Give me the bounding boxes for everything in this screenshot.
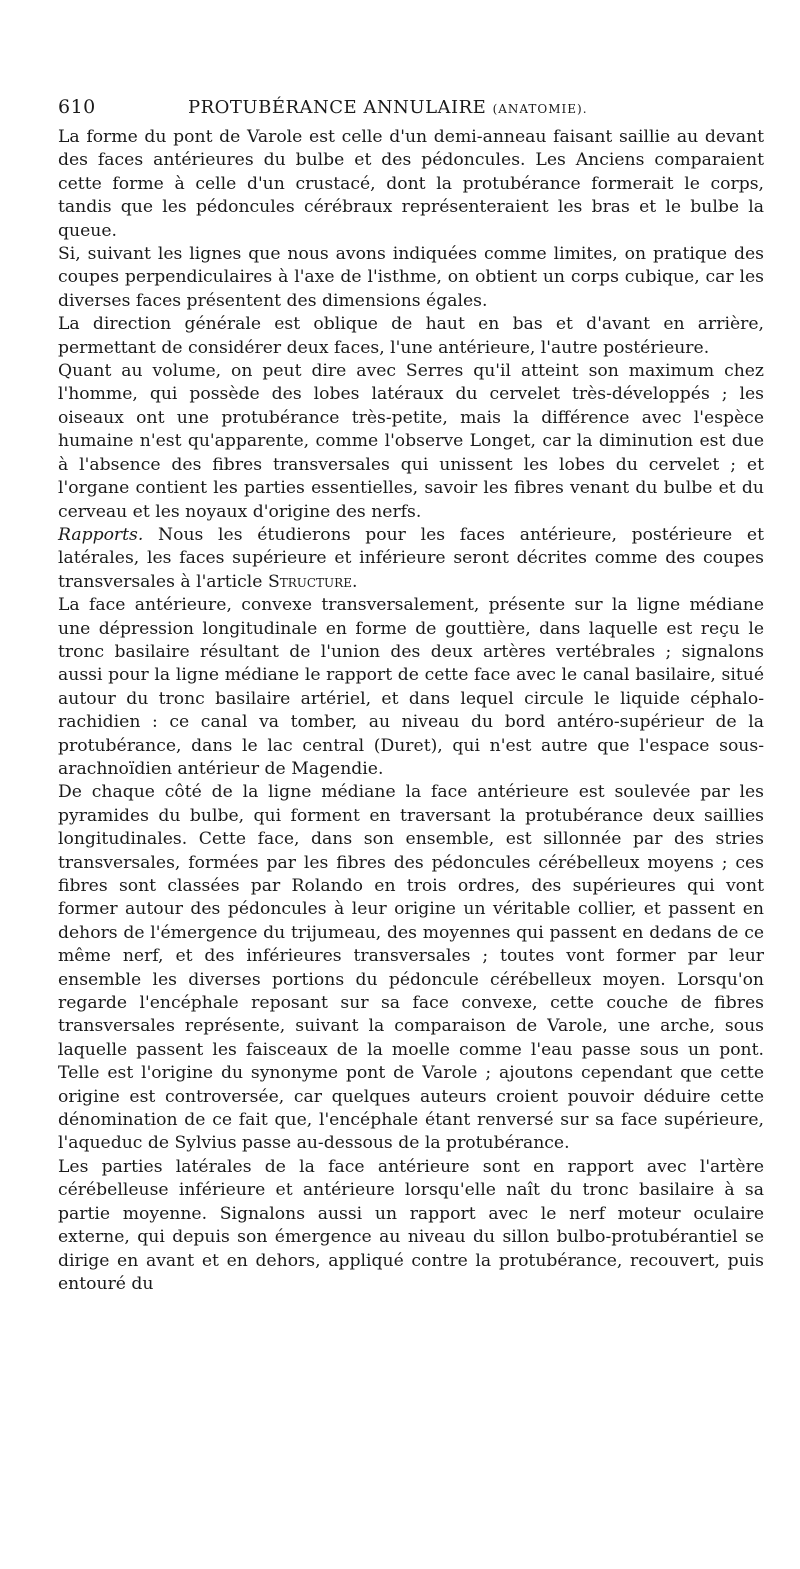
paragraph-rapports: [58, 524, 764, 594]
paragraph-direction: La direction générale est oblique de haut en bas et d'avant en arrière, permettant de considérer deux faces, l'une antérieure, l'autre postérieure.: [58, 314, 764, 358]
rapports-text: Nous les étudierons pour les faces antérieure, postérieure et latérales, les faces supérieure et inférieure seront décrites comme des coupes transversales à l'article: [58, 524, 764, 592]
paragraph-coupes: Si, suivant les lignes que nous avons indiquées comme limites, on pratique des coupes perpendiculaires à l'axe de l'isthme, on obtient un corps cubique, car les diverses faces présentent des dimensions égales.: [58, 244, 764, 311]
running-head-sub: (ANATOMIE).: [492, 102, 588, 116]
rapports-tail: .: [351, 571, 358, 592]
document-page: [58, 96, 764, 1296]
paragraph-ligne-mediane: De chaque côté de la ligne médiane la face antérieure est soulevée par les pyramides du bulbe, qui forment en traversant la protubérance deux saillies longitudinales. Cette face, dans son ensemble, est sillonnée par des stries transversales, formées par les fibres des pédoncules cérébelleux moyens ; ces fibres sont classées par Rolando en trois ordres, des supérieures qui vont former autour des pédoncules à leur origine un véritable collier, et passent en dehors de l'émergence du trijumeau, des moyennes qui passent en dedans de ce même nerf, et des inférieures transversales ; toutes vont former par leur ensemble les diverses portions du pédoncule cérébelleux moyen. Lorsqu'on regarde l'encéphale reposant sur sa face convexe, cette couche de fibres transversales représente, suivant la comparaison de Varole, une arche, sous laquelle passent les faisceaux de la moelle comme l'eau passe sous un pont. Telle est l'origine du synonyme pont de Varole ; ajoutons cependant que cette origine est controversée, car quelques auteurs croient pouvoir déduire cette dénomination de ce fait que, l'encéphale étant renversé sur sa face supérieure, l'aqueduc de Sylvius passe au-dessous de la protubérance.: [58, 782, 764, 1154]
paragraph-volume: Quant au volume, on peut dire avec Serres qu'il atteint son maximum chez l'homme, qui possède des lobes latéraux du cervelet très-développés ; les oiseaux ont une protubérance très-petite, mais la différence avec l'espèce humaine n'est qu'apparente, comme l'observe Longet, car la diminution est due à l'absence des fibres transversales qui unissent les lobes du cervelet ; et l'organe contient les parties essentielles, savoir les fibres venant du bulbe et du cerveau et les noyaux d'origine des nerfs.: [58, 361, 764, 522]
running-head: [188, 97, 764, 118]
page-number: 610: [58, 96, 96, 118]
paragraph-form: La forme du pont de Varole est celle d'un demi-anneau faisant saillie au devant des faces antérieures du bulbe et des pédoncules. Les Anciens comparaient cette forme à celle d'un crustacé, dont la protubérance formerait le corps, tandis que les pédoncules cérébraux représenteraient les bras et le bulbe la queue.: [58, 127, 764, 241]
paragraph-parties-laterales: Les parties latérales de la face antérieure sont en rapport avec l'artère cérébelleuse inférieure et antérieure lorsqu'elle naît du tronc basilaire à sa partie moyenne. Signalons aussi un rapport avec le nerf moteur oculaire externe, qui depuis son émergence au niveau du sillon bulbo-protubérantiel se dirige en avant et en dehors, appliqué contre la protubérance, recouvert, puis entouré du: [58, 1156, 764, 1294]
paragraph-face-anterieure: La face antérieure, convexe transversalement, présente sur la ligne médiane une dépression longitudinale en forme de gouttière, dans laquelle est reçu le tronc basilaire résultant de l'union des deux artères vertébrales ; signalons aussi pour la ligne médiane le rapport de cette face avec le canal basilaire, situé autour du tronc basilaire artériel, et dans lequel circule le liquide céphalo-rachidien : ce canal va tomber, au niveau du bord antéro-supérieur de la protubérance, dans le lac central (Duret), qui n'est autre que l'espace sous-arachnoïdien antérieur de Magendie.: [58, 595, 764, 779]
rapports-lead: Rapports.: [58, 524, 144, 545]
page-header: [58, 96, 764, 126]
rapports-smallcaps: Structure: [267, 571, 352, 592]
body-text: [58, 126, 764, 1296]
running-head-title: PROTUBÉRANCE ANNULAIRE: [188, 97, 487, 118]
